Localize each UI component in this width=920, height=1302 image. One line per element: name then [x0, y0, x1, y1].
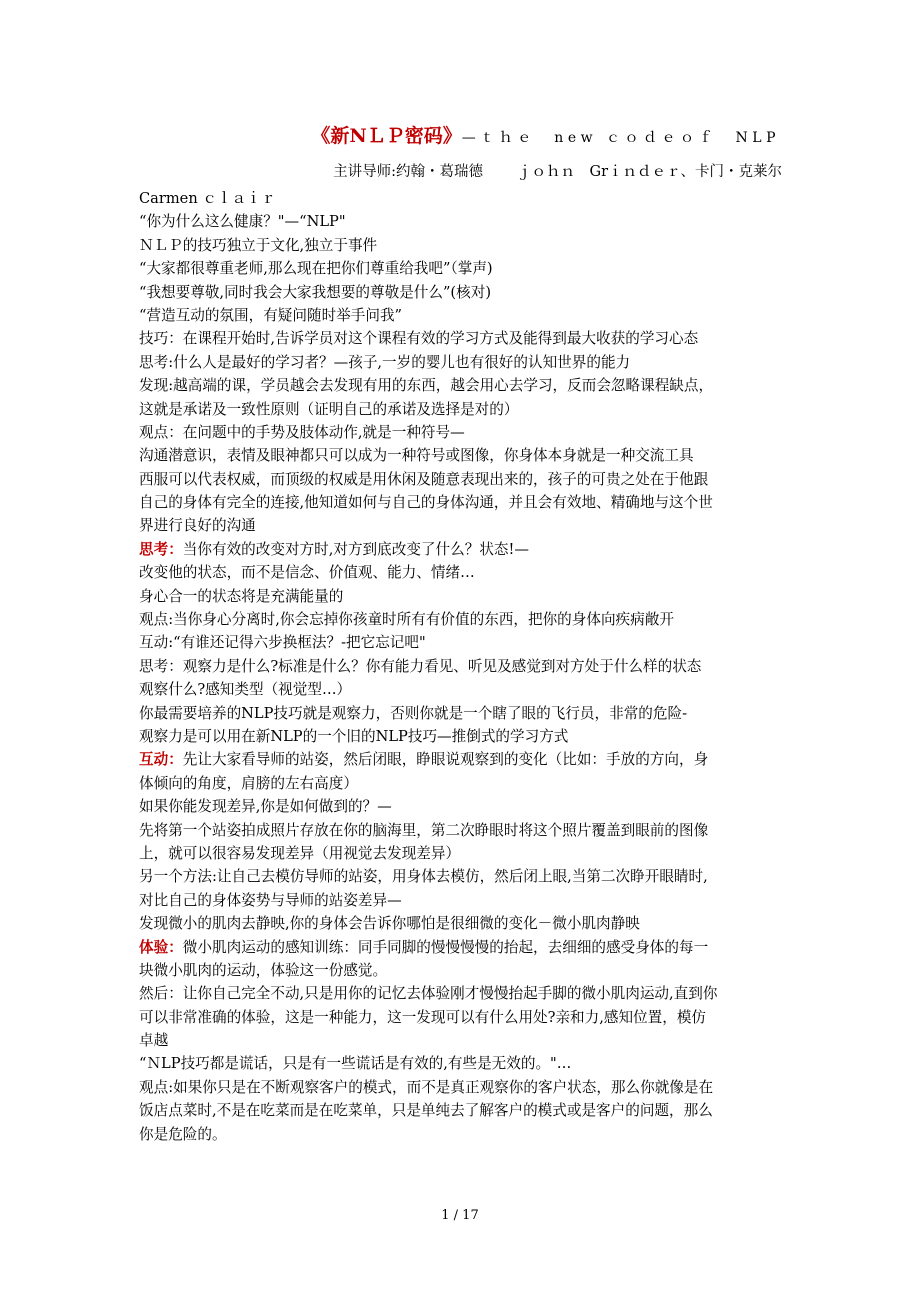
- text-line: [139, 655, 781, 678]
- highlight-label: 体验：: [139, 938, 183, 956]
- text-line: [139, 678, 781, 701]
- text-line: [139, 748, 781, 771]
- document-title: [0, 124, 780, 150]
- text-line: [139, 304, 781, 327]
- text-line: [139, 187, 781, 210]
- line-text: 沟通潜意识，表情及眼神都只可以成为一种符号或图像，你身体本身就是一种交流工具: [139, 447, 694, 465]
- line-text: “我想要尊敬,同时我会大家我想要的尊敬是什么”(核对): [139, 283, 492, 301]
- text-line: [139, 912, 781, 935]
- line-text: 自己的身体有完全的连接,他知道如何与自己的身体沟通，并且会有效地、精确地与这个世: [139, 494, 713, 512]
- line-text: 这就是承诺及一致性原则（证明自己的承诺及选择是对的）: [139, 400, 519, 418]
- line-text: 观察力是可以用在新NLP的一个旧的NLP技巧—推倒式的学习方式: [139, 727, 569, 745]
- line-text: 发现微小的肌肉去静映,你的身体会告诉你哪怕是很细微的变化－微小肌肉静映: [139, 915, 640, 933]
- lecturer-name: 主讲导师:约翰・葛瑞德: [333, 164, 483, 180]
- line-text: 技巧：在课程开始时,告诉学员对这个课程有效的学习方式及能得到最大收获的学习心态: [139, 330, 699, 348]
- line-text: 先让大家看导师的站姿，然后闭眼，睁眼说观察到的变化（比如：手放的方向，身: [182, 751, 709, 769]
- text-line: [139, 281, 781, 304]
- text-line: [139, 444, 781, 467]
- text-line: [139, 608, 781, 631]
- text-line: [139, 1076, 781, 1099]
- text-line: [139, 491, 781, 514]
- text-line: [139, 421, 781, 444]
- line-text: 西服可以代表权威，而顶级的权威是用休闲及随意表现出来的，孩子的可贵之处在于他跟: [139, 470, 709, 488]
- text-line: [139, 210, 781, 233]
- line-text: Carmen ｃｌａｉｒ: [139, 190, 276, 207]
- line-text: 改变他的状态，而不是信念、价值观、能力、情绪…: [139, 564, 475, 582]
- text-line: [139, 561, 781, 584]
- text-line: [139, 772, 781, 795]
- text-line: [139, 234, 781, 257]
- line-text: 界进行良好的沟通: [139, 517, 256, 535]
- line-text: 思考:什么人是最好的学习者？—孩子,一岁的婴儿也有很好的认知世界的能力: [139, 353, 631, 371]
- text-line: [139, 374, 781, 397]
- text-line: [139, 631, 781, 654]
- text-line: [139, 585, 781, 608]
- text-line: [139, 702, 781, 725]
- line-text: 思考：观察力是什么?标准是什么？你有能力看见、听见及感觉到对方处于什么样的状态: [139, 657, 702, 675]
- text-line: [139, 468, 781, 491]
- line-text: 然后：让你自己完全不动,只是用你的记忆去体验刚才慢慢抬起手脚的微小肌肉运动,直到你: [139, 985, 718, 1003]
- text-line: [139, 351, 781, 374]
- text-line: [139, 819, 781, 842]
- line-text: 另一个方法:让自己去模仿导师的站姿，用身体去模仿，然后闭上眼,当第二次睁开眼睛时,: [139, 868, 708, 886]
- text-line: [139, 725, 781, 748]
- text-line: [139, 936, 781, 959]
- text-line: [139, 327, 781, 350]
- text-line: [139, 842, 781, 865]
- highlight-label: 思考：: [139, 540, 183, 558]
- text-line: [139, 865, 781, 888]
- text-line: [139, 398, 781, 421]
- text-line: [139, 538, 781, 561]
- lecturer-line: [0, 161, 782, 183]
- text-line: [139, 1006, 781, 1029]
- page-number: 1 / 17: [441, 1208, 479, 1223]
- document-body: [139, 187, 781, 1146]
- text-line: [139, 1029, 781, 1052]
- line-text: 对比自己的身体姿势与导师的站姿差异—: [139, 891, 402, 909]
- line-text: 发现:越高端的课，学员越会去发现有用的东西，越会用心去学习，反而会忽略课程缺点，: [139, 377, 714, 395]
- main-title: 《新NＬＰ密码》: [311, 125, 462, 147]
- line-text: 上，就可以很容易发现差异（用视觉去发现差异）: [139, 844, 461, 862]
- line-text: 当你有效的改变对方时,对方到底改变了什么？状态!—: [182, 540, 529, 558]
- line-text: “大家都很尊重老师,那么现在把你们尊重给我吧”（掌声): [139, 260, 493, 278]
- line-text: 观点:当你身心分离时,你会忘掉你孩童时所有有价值的东西，把你的身体向疾病敞开: [139, 611, 674, 629]
- line-text: ＮＬＰ的技巧独立于文化,独立于事件: [139, 236, 378, 254]
- line-text: 如果你能发现差异,你是如何做到的？—: [139, 798, 392, 816]
- text-line: [139, 959, 781, 982]
- english-subtitle: —ｔｈｅ new ｃｏｄｅｏｆ NLP: [461, 130, 780, 146]
- line-text: 卓越: [139, 1032, 169, 1050]
- line-text: 身心合一的状态将是充满能量的: [139, 587, 344, 605]
- line-text: “你为什么这么健康？"—“NLP": [139, 213, 346, 231]
- text-line: [139, 795, 781, 818]
- text-line: [139, 1099, 781, 1122]
- line-text: 你最需要培养的NLP技巧就是观察力，否则你就是一个瞎了眼的飞行员，非常的危险-: [139, 704, 687, 722]
- lecturer-english-names: ｊｏｈｎ Grｉｎｄｅｒ、卡门・克莱尔: [516, 164, 782, 180]
- text-line: [139, 889, 781, 912]
- line-text: “ＮLP技巧都是谎话，只是有一些谎话是有效的,有些是无效的。"…: [139, 1055, 572, 1073]
- line-text: 你是危险的。: [139, 1125, 227, 1143]
- highlight-label: 互动：: [139, 751, 183, 769]
- line-text: 观点:如果你只是在不断观察客户的模式，而不是真正观察你的客户状态，那么你就像是在: [139, 1078, 714, 1096]
- line-text: 观察什么?感知类型（视觉型…）: [139, 681, 352, 699]
- text-line: [139, 514, 781, 537]
- line-text: 饭店点菜时,不是在吃菜而是在吃菜单，只是单纯去了解客户的模式或是客户的问题，那么: [139, 1102, 713, 1120]
- line-text: 块微小肌肉的运动，体验这一份感觉。: [139, 961, 388, 979]
- line-text: 微小肌肉运动的感知训练：同手同脚的慢慢慢慢的抬起，去细细的感受身体的每一: [182, 938, 709, 956]
- text-line: [139, 257, 781, 280]
- line-text: 互动:“有谁还记得六步换框法？-把它忘记吧": [139, 634, 426, 652]
- text-line: [139, 1123, 781, 1146]
- line-text: 先将第一个站姿拍成照片存放在你的脑海里，第二次睁眼时将这个照片覆盖到眼前的图像: [139, 821, 709, 839]
- line-text: “营造互动的氛围，有疑问随时举手问我”: [139, 306, 403, 324]
- text-line: [139, 1052, 781, 1075]
- line-text: 体倾向的角度，肩膀的左右高度）: [139, 774, 358, 792]
- line-text: 可以非常准确的体验，这是一种能力，这一发现可以有什么用处?亲和力,感知位置，模仿: [139, 1008, 707, 1026]
- line-text: 观点：在问题中的手势及肢体动作,就是一种符号—: [139, 423, 465, 441]
- text-line: [139, 982, 781, 1005]
